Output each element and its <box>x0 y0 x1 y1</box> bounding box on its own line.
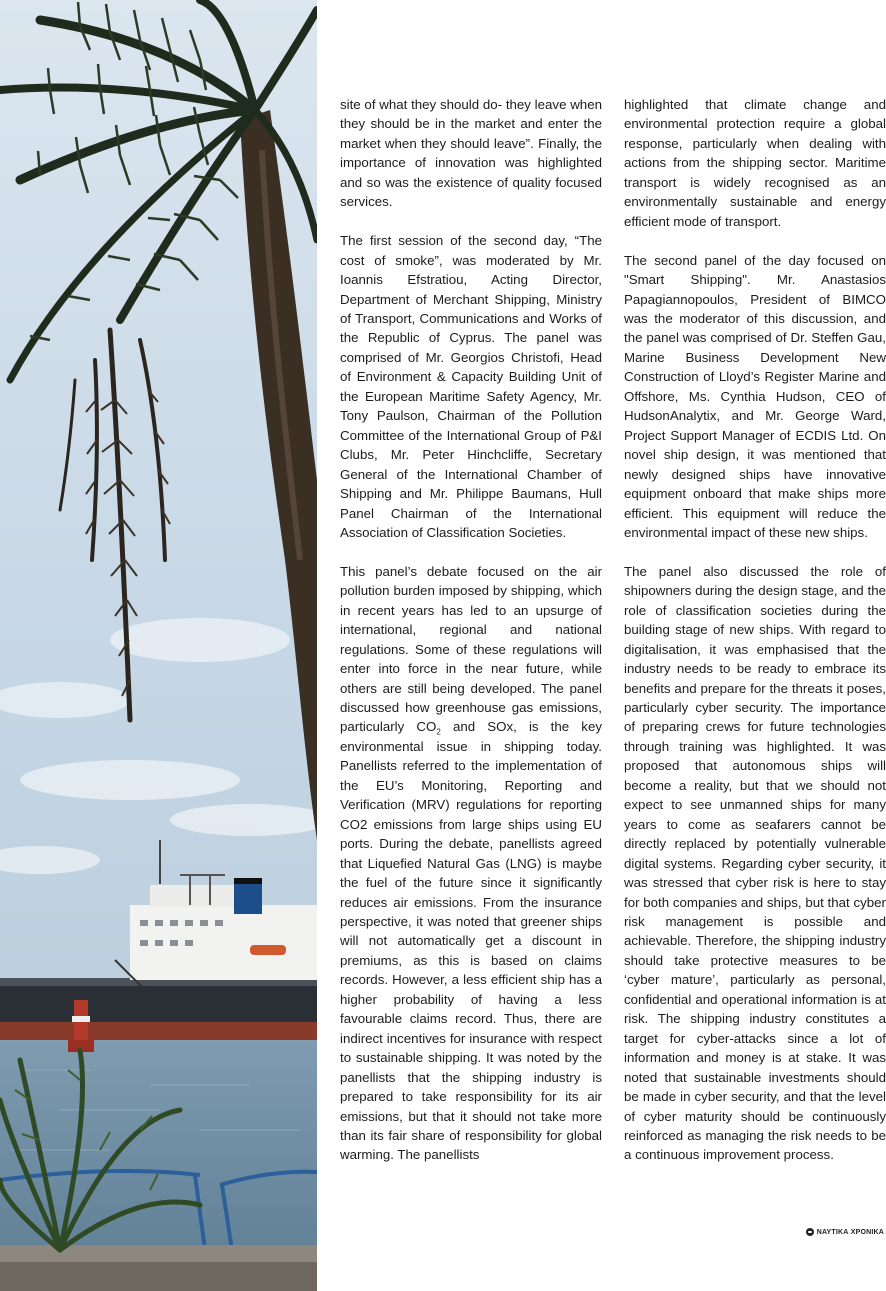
left-paragraph-1: site of what they should do- they leave when they should be in the market and enter the market when they should leave”. Finally, the importance of innovation was highlighted and so was the existence of quality focused services. <box>340 97 602 210</box>
page-footer <box>806 1228 884 1236</box>
harbour-photo-illustration <box>0 0 317 1291</box>
harbour-photo <box>0 0 317 1291</box>
left-paragraph-3-part-2: and SOx, is the key environmental issue in shipping today. Panellists referred to the implementation of the EU’s Monitoring, Reporting and Verification (MRV) regulations for reporting CO2 emissions from large ships using EU ports. During the debate, panellists agreed that Liquefied Natural Gas (LNG) is maybe the fuel of the future since it significantly reduces air emissions. From the insurance perspective, it was noted that greener ships will not automatically get a discount in premiums, as this is based on claims records. However, a less efficient ship has a higher probability of having a less favourable claims record. Thus, there are indirect incentives for insurance with respect to sustainable shipping. It was noted by the panellists that the shipping industry is prepared to take responsibility for its air emissions, but that it should not take more than its fair share of responsibility for global warming. The panellists <box>340 719 602 1163</box>
right-paragraph-1: highlighted that climate change and environmental protection require a global response, particularly when dealing with actions from the shipping sector. Maritime transport is widely recognised as an environmentally sustainable and energy efficient mode of transport. <box>624 97 886 229</box>
naftika-chronika-logo-icon <box>806 1228 814 1236</box>
ship-boot-topping <box>0 1022 317 1040</box>
right-paragraph-2: The second panel of the day focused on "Smart Shipping". Mr. Anastasios Papagiannopoulos, President of BIMCO was the moderator of this discussion, and the panel was comprised of Dr. Steffen Gau, Marine Business Development New Construction of Lloyd’s Register Marine and Offshore, Ms. Cynthia Hudson, CEO of HudsonAnalytix, and Mr. George Ward, Project Support Manager of ECDIS Ltd. On novel ship design, it was mentioned that newly designed ships have innovative equipment onboard that make ships more efficient. This equipment will reduce the environmental impact of these new ships. <box>624 252 886 540</box>
publication-name: ΝΑΥΤΙΚΑ ΧΡΟΝΙΚΑ <box>816 1228 884 1236</box>
right-paragraph-3: The panel also discussed the role of shipowners during the design stage, and the role of classification societies during the building stage of new ships. With regard to digitalisation, it was emphasised that the industry needs to be ready to embrace its benefits and prepare for the threats it poses, particularly cyber security. The importance of preparing crews for future technologies through training was highlighted. It was proposed that autonomous ships will become a reality, but that we should not expect to see unmanned ships for many years to come as seafarers cannot be directly replaced by potentially vulnerable digital systems. Regarding cyber security, it was stressed that cyber risk is here to stay for both companies and ships, but that cyber risk management is possible and achievable. Therefore, the shipping industry should take protective measures to be ‘cyber mature’, particularly as personal, confidential and operational information is at risk. The shipping industry constitutes a target for cyber-attacks since a lot of information and money is at stake. It was noted that sustainable investments should be made in cyber security, and that the level of cyber maturity should be continuously reinforced as managing the risk needs to be a continuous improvement process. <box>624 563 886 1163</box>
left-paragraph-3-part-1: This panel’s debate focused on the air pollution burden imposed by shipping, which in recent years has led to an upsurge of international, regional and national regulations. Some of these regulations will enter into force in the near future, while others are still being developed. The panel discussed how greenhouse gas emissions, particularly CO <box>340 563 602 735</box>
lifeboat <box>250 945 286 955</box>
article-column-left <box>340 95 602 1165</box>
left-paragraph-3 <box>340 562 602 1165</box>
ship-hull <box>0 985 317 1027</box>
article-column-right <box>624 95 886 1165</box>
left-paragraph-2: The first session of the second day, “The cost of smoke”, was moderated by Mr. Ioannis Efstratiou, Acting Director, Department of Merchant Shipping, Ministry of Transport, Communications and Works of the Republic of Cyprus. The panel was comprised of Mr. Georgios Christofi, Head of Environment & Capacity Building Unit of the European Maritime Safety Agency, Mr. Tony Paulson, Chairman of the Pollution Committee of the International Group of P&I Clubs, Mr. Peter Hinchcliffe, Secretary General of the International Chamber of Shipping and Mr. Philippe Baumans, Hull Panel Chairman of the International Association of Classification Societies. <box>340 233 602 540</box>
sea <box>0 1040 317 1270</box>
co2-subscript: 2 <box>436 728 441 738</box>
